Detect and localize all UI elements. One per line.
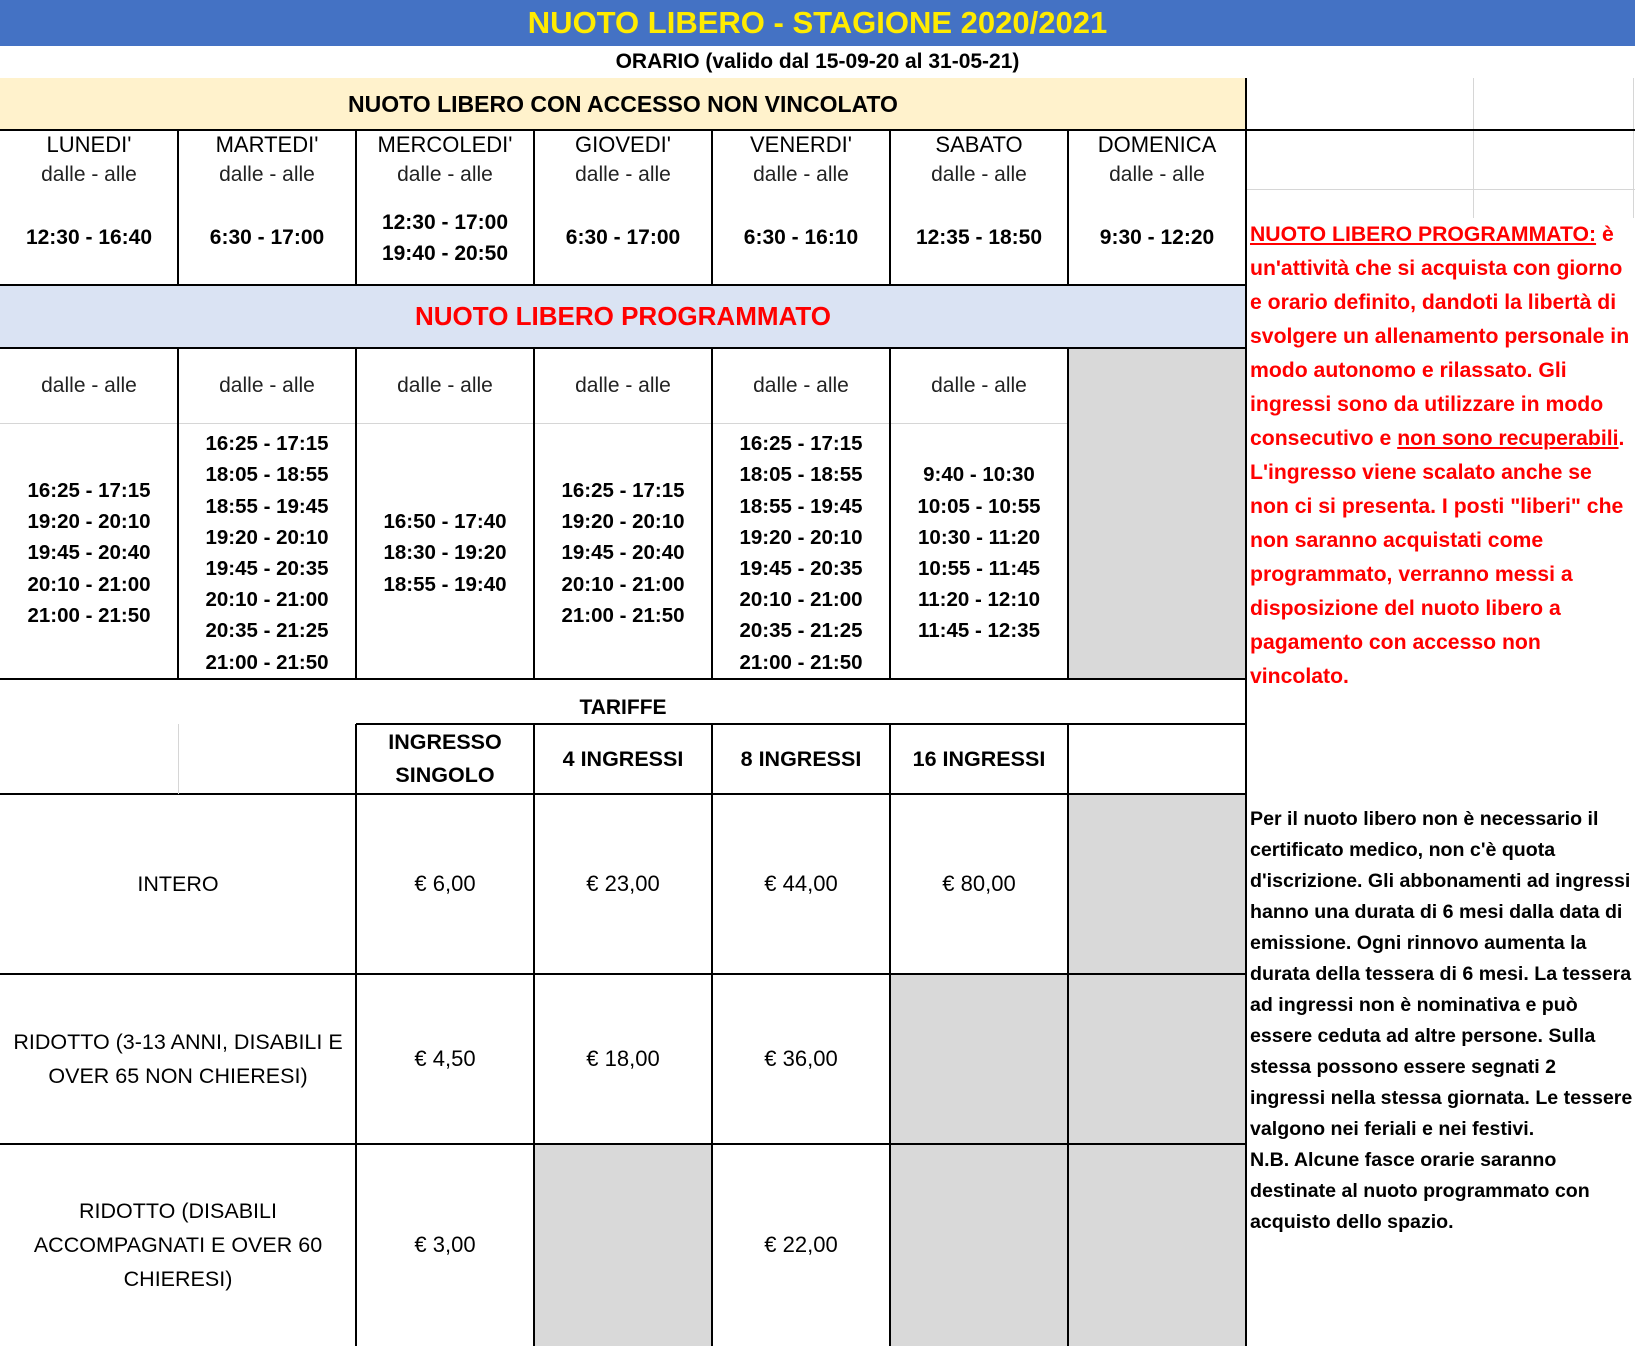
- range-label: dalle - alle: [219, 373, 315, 397]
- day-sunday: DOMENICA: [1097, 132, 1217, 157]
- programmed-slots-wednesday: 16:50 - 17:40 18:30 - 19:20 18:55 - 19:40: [383, 510, 507, 596]
- price-cell: € 36,00: [764, 1046, 838, 1071]
- range-label: dalle - alle: [753, 373, 849, 397]
- free-time-thursday: 6:30 - 17:00: [565, 226, 681, 249]
- free-time-wednesday: 12:30 - 17:00 19:40 - 20:50: [381, 210, 509, 265]
- col-ingresso-singolo: INGRESSO SINGOLO: [388, 730, 502, 787]
- col-8-ingressi: 8 INGRESSI: [740, 746, 862, 771]
- row-label-ridotto-2: RIDOTTO (DISABILI ACCOMPAGNATI E OVER 60 CHIERESI): [33, 1199, 323, 1291]
- empty-price-cell: [534, 1144, 712, 1346]
- range-label: dalle - alle: [41, 163, 137, 186]
- price-cell: € 6,00: [414, 871, 476, 896]
- price-cell: € 22,00: [764, 1232, 838, 1257]
- day-monday: LUNEDI': [46, 132, 132, 157]
- day-saturday: SABATO: [935, 132, 1023, 157]
- price-cell: € 23,00: [586, 871, 660, 896]
- general-info-note: [1250, 804, 1635, 1238]
- programmed-slots-friday: 16:25 - 17:15 18:05 - 18:55 18:55 - 19:45 19:20 - 20:10 19:45 - 20:35 20:10 - 21:00 20:35 - 21:25 21:00 - 21:50: [739, 432, 863, 674]
- range-label: dalle - alle: [219, 163, 315, 186]
- day-thursday: GIOVEDI': [575, 132, 671, 157]
- free-time-sunday: 9:30 - 12:20: [1099, 226, 1215, 249]
- price-cell: € 80,00: [942, 871, 1016, 896]
- empty-price-cell: [1068, 794, 1246, 1346]
- programmed-slots-monday: 16:25 - 17:15 19:20 - 20:10 19:45 - 20:40 20:10 - 21:00 21:00 - 21:50: [27, 478, 151, 627]
- non-recuperabili-text: non sono recuperabili: [1397, 427, 1619, 450]
- programmed-info-title: NUOTO LIBERO PROGRAMMATO:: [1250, 223, 1597, 246]
- general-info-text: Per il nuoto libero non è necessario il certificato medico, non c'è quota d'iscrizione. Gli abbonamenti ad ingressi hanno una durata di 6 mesi dalla data di emissione. Ogni rinnovo aumenta la durata della tessera di 6 mesi. La tessera ad ingressi non è nominativa e può essere ceduta ad altre persone. Sulla stessa possono essere segnati 2 ingressi nella stessa giornata. Le tessere valgono nei feriali e nei festivi.: [1250, 808, 1633, 1140]
- empty-price-cell: [890, 974, 1068, 1346]
- free-time-tuesday: 6:30 - 17:00: [209, 226, 325, 249]
- nb-note: N.B. Alcune fasce orarie saranno destinate al nuoto programmato con acquisto dello spazio.: [1250, 1149, 1590, 1233]
- range-label: dalle - alle: [397, 373, 493, 397]
- row-label-ridotto-1: RIDOTTO (3-13 ANNI, DISABILI E OVER 65 NON CHIERESI): [13, 1030, 343, 1088]
- day-friday: VENERDI': [750, 132, 852, 157]
- range-label: dalle - alle: [397, 163, 493, 186]
- programmed-slots-tuesday: 16:25 - 17:15 18:05 - 18:55 18:55 - 19:45 19:20 - 20:10 19:45 - 20:35 20:10 - 21:00 20:35 - 21:25 21:00 - 21:50: [205, 432, 329, 674]
- range-label: dalle - alle: [41, 373, 137, 397]
- free-time-monday: 12:30 - 16:40: [25, 226, 153, 249]
- range-label: dalle - alle: [575, 373, 671, 397]
- programmed-slots-saturday: 9:40 - 10:30 10:05 - 10:55 10:30 - 11:20 10:55 - 11:45 11:20 - 12:10 11:45 - 12:35: [917, 463, 1041, 643]
- validity-period: ORARIO (valido dal 15-09-20 al 31-05-21): [615, 50, 1020, 73]
- range-label: dalle - alle: [931, 373, 1027, 397]
- row-label-intero: INTERO: [137, 872, 219, 896]
- programmed-header: NUOTO LIBERO PROGRAMMATO: [0, 285, 1246, 348]
- programmed-info-note: NUOTO LIBERO PROGRAMMATO: è un'attività che si acquista con giorno e orario definito, dandoti la libertà di svolgere un allenamento personale in modo autonomo e rilassato. Gli ingressi sono da utilizzare in modo consecutivo e non sono recuperabili. L'ingresso viene scalato anche se non ci si presenta. I posti "liberi" che non saranno acquistati come programmato, verranno messi a disposizione del nuoto libero a pagamento con accesso non vincolato.: [1250, 223, 1630, 688]
- range-label: dalle - alle: [575, 163, 671, 186]
- price-cell: € 4,50: [414, 1046, 476, 1071]
- price-cell: € 18,00: [586, 1046, 660, 1071]
- page-title: NUOTO LIBERO - STAGIONE 2020/2021: [0, 0, 1635, 46]
- range-label: dalle - alle: [1109, 163, 1205, 186]
- free-access-header: NUOTO LIBERO CON ACCESSO NON VINCOLATO: [0, 78, 1246, 130]
- day-tuesday: MARTEDI': [215, 132, 319, 157]
- range-label: dalle - alle: [753, 163, 849, 186]
- price-cell: € 3,00: [414, 1232, 476, 1257]
- programmed-slots-thursday: 16:25 - 17:15 19:20 - 20:10 19:45 - 20:40 20:10 - 21:00 21:00 - 21:50: [561, 478, 685, 627]
- price-cell: € 44,00: [764, 871, 838, 896]
- empty-sunday-cell: [1068, 348, 1246, 679]
- col-16-ingressi: 16 INGRESSI: [912, 746, 1046, 771]
- free-time-friday: 6:30 - 16:10: [743, 226, 859, 249]
- tariffe-header: TARIFFE: [579, 696, 667, 719]
- day-wednesday: MERCOLEDI': [377, 132, 513, 157]
- col-4-ingressi: 4 INGRESSI: [562, 746, 684, 771]
- free-time-saturday: 12:35 - 18:50: [915, 226, 1043, 249]
- range-label: dalle - alle: [931, 163, 1027, 186]
